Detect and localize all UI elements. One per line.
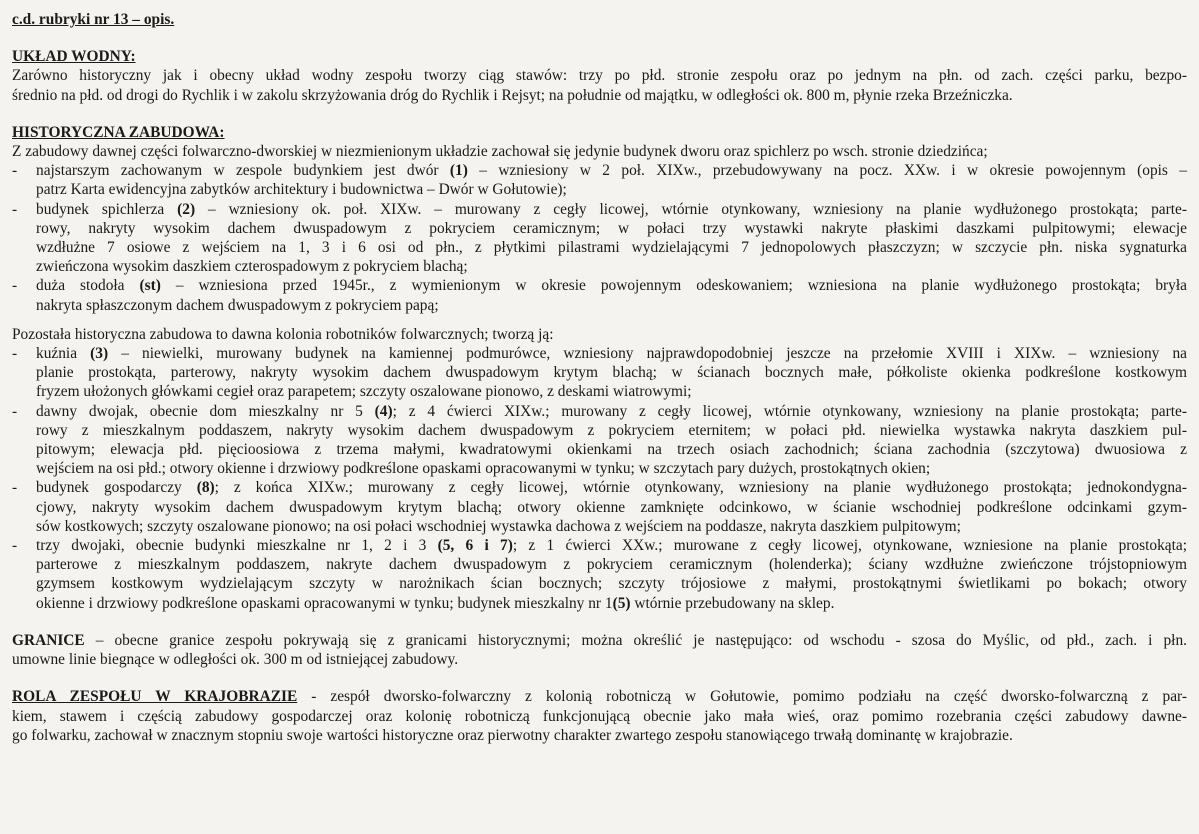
paragraph-rola: ROLA ZESPOŁU W KRAJOBRAZIE - zespół dworsko-folwarczny z kolonią robotniczą w Gołutowie, pomimo podziału na część dworsko-folwarczną z par- [12, 688, 1187, 706]
bullet-dash: - [12, 200, 18, 218]
list-item-line: pitowym; elewacja płd. pięcioosiowa z trzema małymi, kwadratowymi okienkami na trzech osiach zachodnich; ściana zachodnia (szczytowa) dwuosiowa z [36, 441, 1187, 459]
section-heading-granice: GRANICE [12, 631, 85, 649]
list-item-line: rowy, nakryty wysokim dachem dwuspadowym z pokryciem ceramicznym; w połaci trzy wystawki nakryte płaskimi daszkami pulpitowymi; elewacje [36, 219, 1187, 237]
bullet-dash: - [12, 402, 18, 420]
list-item: - kuźnia (3) – niewielki, murowany budynek na kamiennej podmurówce, wzniesiony najprawdopodobniej jeszcze na przełomie XVIII i XIXw. – wzniesiony na [12, 345, 1188, 363]
list-item: - najstarszym zachowanym w zespole budynkiem jest dwór (1) – wzniesiony w 2 poł. XIXw., przebudowywany na pocz. XXw. i w okresie powojennym (opis – [12, 162, 1187, 180]
paragraph-line: Zarówno historyczny jak i obecny układ wodny zespołu tworzy ciąg stawów: trzy po płd. stronie zespołu oraz po jednym na płn. od zach. części parku, bezpo- [12, 67, 1187, 85]
paragraph-line: Z zabudowy dawnej części folwarczno-dworskiej w niezmienionym układzie zachował się jedynie budynek dworu oraz spichlerz po wsch. stronie dziedzińca; [12, 143, 988, 161]
bullet-dash: - [12, 277, 18, 295]
list-item: - duża stodoła (st) – wzniesiona przed 1945r., z wymienionym w okresie powojennym odeskowaniem; wzniesiona na planie wydłużonego prostokąta; bryła [12, 277, 1187, 295]
list-item-line: zwieńczona wysokim daszkiem czterospadowym z pokryciem blachą; [36, 258, 468, 276]
list-item-line: sów kostkowych; szczyty oszalowane pionowo; na osi połaci wschodniej wystawka dachowa z wejściem na poddasze, nakryta daszkiem pulpitowym; [36, 517, 961, 535]
bullet-dash: - [12, 162, 18, 180]
section-heading-historyczna-zabudowa: HISTORYCZNA ZABUDOWA: [12, 123, 225, 141]
list-item-line: planie prostokąta, parterowy, nakryty wysokim dachem dwuspadowym krytym blachą; w ścianach bocznych małe, półkoliste okienka podkreślone kostkowym [36, 364, 1187, 382]
list-item-line: nakryta spłaszczonym dachem dwuspadowym z pokryciem papą; [36, 296, 439, 314]
list-item-line: okienne i drzwiowy podkreślone opaskami opracowanymi w tynku; budynek mieszkalny nr 1(5) wtórnie przebudowany na sklep. [36, 594, 835, 612]
page-header: c.d. rubryki nr 13 – opis. [12, 11, 175, 28]
bullet-dash: - [12, 479, 18, 497]
paragraph-line: kiem, stawem i częścią zabudowy gospodarczej oraz kolonię robotniczą funkcjonującą obecnie jako mała wieś, oraz pomimo rozebrania części zabudowy dawne- [12, 707, 1187, 725]
paragraph-line: umowne linie biegnące w odległości ok. 300 m od istniejącej zabudowy. [12, 651, 459, 669]
paragraph-line: średnio na płd. od drogi do Rychlik i w zakolu skrzyżowania dróg do Rychlik i Rejsyt; na południe od majątku, w odległości ok. 800 m, płynie rzeka Brzeźniczka. [12, 86, 1013, 104]
list-item-line: gzymsem kostkowym wydzielającym szczyty w narożnikach ścian bocznych; szczyty trójosiowe z małymi, prostokątnymi świetlikami po bokach; otwory [36, 575, 1187, 593]
section-heading-rola: ROLA ZESPOŁU W KRAJOBRAZIE [12, 688, 298, 706]
list-item-line: cjowy, nakryty wysokim dachem dwuspadowym krytym blachą; otwory okienne zamknięte odcinkowo, w ścianie wschodniej podkreślone odcinkami gzym- [36, 498, 1187, 516]
list-item: - trzy dwojaki, obecnie budynki mieszkalne nr 1, 2 i 3 (5, 6 i 7); z 1 ćwierci XXw.; murowane z cegły licowej, otynkowane, wzniesione na planie prostokąta; [12, 537, 1187, 555]
list-item-line: parterowe z mieszkalnym poddaszem, nakryte dachem dwuspadowym z pokryciem ceramicznym (holenderka); ściany wzdłużne zwieńczone trójstopniowym [36, 556, 1187, 574]
list-item-line: patrz Karta ewidencyjna zabytków architektury i budownictwa – Dwór w Gołutowie); [36, 181, 567, 199]
paragraph-line: go folwarku, zachował w znacznym stopniu swoje wartości historyczne oraz pierwotny charakter zwartego zespołu stanowiącego trwałą dominantę w krajobrazie. [12, 726, 1013, 744]
bullet-dash: - [12, 537, 18, 555]
list-item: - dawny dwojak, obecnie dom mieszkalny nr 5 (4); z 4 ćwierci XIXw.; murowany z cegły licowej, wtórnie otynkowany, wzniesiony na planie prostokąta; parte- [12, 402, 1187, 420]
list-item-line: fryzem ułożonych główkami cegieł oraz parapetem; szczyty oszalowane pionowo, z deskami wiatrowymi; [36, 383, 692, 401]
section-heading-uklad-wodny: UKŁAD WODNY: [12, 48, 136, 66]
paragraph-line: Pozostała historyczna zabudowa to dawna kolonia robotników folwarcznych; tworzą ją: [12, 325, 554, 343]
list-item-line: wejściem na osi płd.; otwory okienne i drzwiowy podkreślone opaskami opracowanymi w tynku; w szczytach pary dużych, prostokątnych okien; [36, 460, 931, 478]
list-item-line: wzdłużne 7 osiowe z wejściem na 1, 3 i 6 osi od płn., z płytkimi pilastrami wydzielającymi 7 jednopolowych płaszczyzn; w szczycie płn. niska sygnaturka [36, 239, 1187, 257]
list-item-line: rowy z mieszkalnym poddaszem, nakryty wysokim dachem dwuspadowym z pokryciem eternitem; w połaci płd. niewielka wystawka nakryta daszkiem pul- [36, 421, 1187, 439]
list-item: - budynek gospodarczy (8); z końca XIXw.; murowany z cegły licowej, wtórnie otynkowany, wzniesiony na planie wydłużonego prostokąta; jednokondygna- [12, 479, 1187, 497]
bullet-dash: - [12, 345, 18, 363]
paragraph-granice: GRANICE – obecne granice zespołu pokrywają się z granicami historycznymi; można określić je następująco: od wschodu - szosa do Myślic, od płd., zach. i płn. [12, 631, 1187, 649]
list-item: - budynek spichlerza (2) – wzniesiony ok. poł. XIXw. – murowany z cegły licowej, wtórnie otynkowany, wzniesiony na planie wydłużonego prostokąta; parte- [12, 200, 1187, 218]
